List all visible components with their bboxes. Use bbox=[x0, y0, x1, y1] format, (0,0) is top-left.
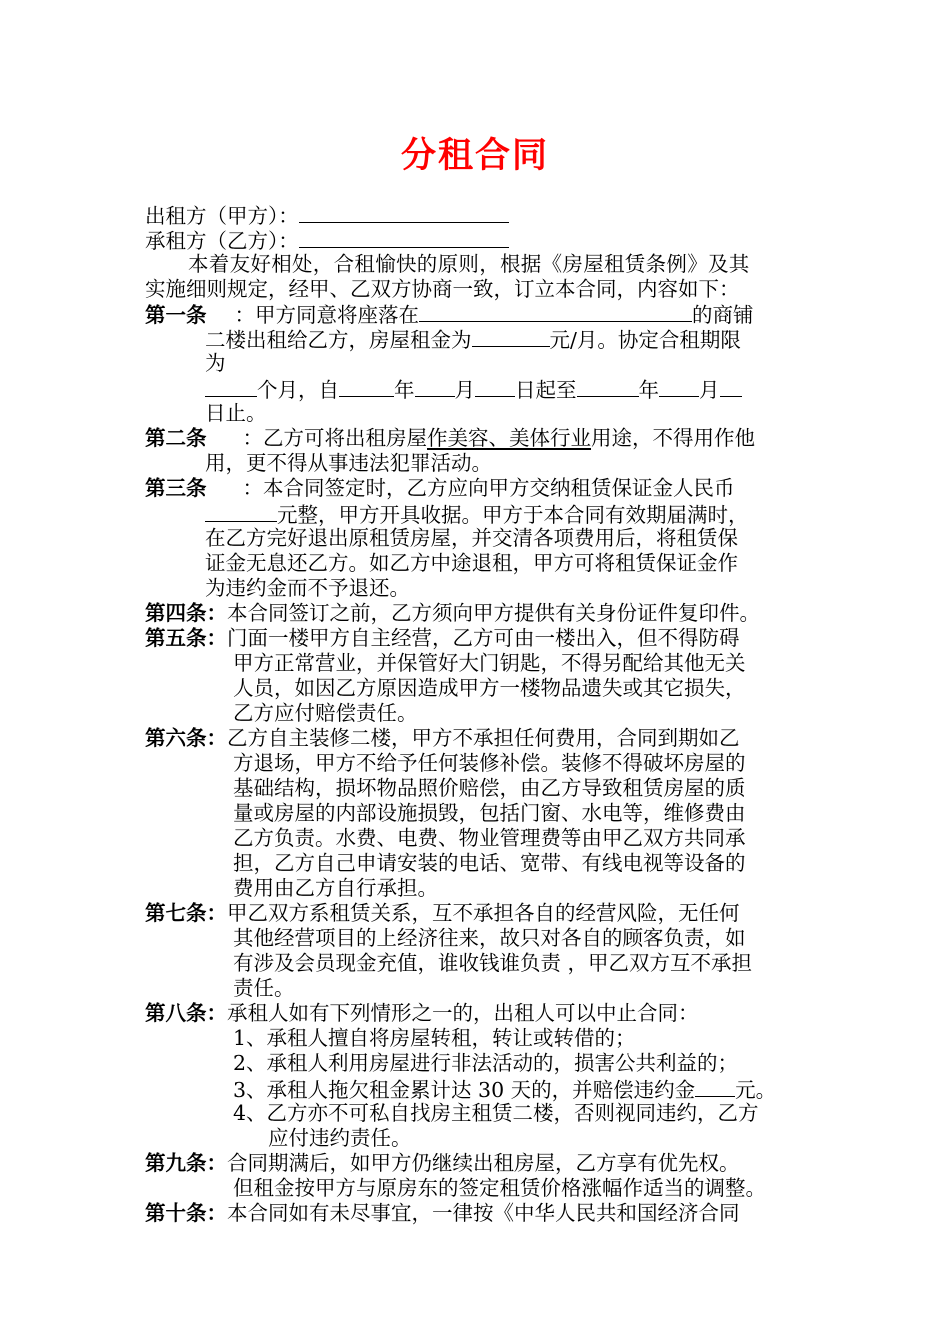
lessor-line bbox=[145, 202, 509, 229]
lessee-line bbox=[145, 227, 509, 254]
article-3-label: 第三条 bbox=[145, 476, 207, 500]
article-8-text: 承租人如有下列情形之一的，出租人可以中止合同： bbox=[227, 1001, 699, 1025]
article-3-line-4: 证金无息还乙方。如乙方中途退租，甲方可将租赁保证金作 bbox=[205, 551, 738, 575]
article-10-text: 本合同如有未尽事宜，一律按《中华人民共和国经济合同 bbox=[227, 1201, 740, 1225]
article-1-line-3: 为 bbox=[205, 351, 226, 375]
article-3-line-5: 为违约金而不予退还。 bbox=[205, 576, 410, 600]
article-8-item-3-text: 3、承租人拖欠租金累计达 30 天的，并赔偿违约金 bbox=[233, 1078, 696, 1102]
article-8-item-3 bbox=[233, 1076, 776, 1103]
article-6-line-3: 基础结构，损坏物品照价赔偿，由乙方导致租赁房屋的质 bbox=[233, 776, 746, 800]
article-3-text: ：本合同签定时，乙方应向甲方交纳租赁保证金人民币 bbox=[242, 476, 735, 500]
article-5 bbox=[145, 626, 740, 651]
article-3-line-2 bbox=[205, 501, 749, 528]
article-6-line-2: 方退场，甲方不给予任何装修补偿。装修不得破坏房屋的 bbox=[233, 751, 746, 775]
article-1-line-2a: 二楼出租给乙方，房屋租金为 bbox=[205, 328, 472, 352]
article-2-label: 第二条 bbox=[145, 426, 207, 450]
article-6-line-6: 担，乙方自己申请安装的电话、宽带、有线电视等设备的 bbox=[233, 851, 746, 875]
deposit-blank bbox=[205, 501, 277, 522]
article-6-line-5: 乙方负责。水费、电费、物业管理费等由甲乙双方共同承 bbox=[233, 826, 746, 850]
location-blank bbox=[419, 301, 692, 322]
article-8-item-2: 2、承租人利用房屋进行非法活动的，损害公共利益的； bbox=[233, 1051, 739, 1075]
article-5-label: 第五条： bbox=[145, 626, 227, 650]
lessee-label: 承租方（乙方）： bbox=[145, 229, 299, 253]
article-8-label: 第八条： bbox=[145, 1001, 227, 1025]
article-1-line-2 bbox=[205, 326, 741, 353]
article-5-line-3: 人员，如因乙方原因造成甲方一楼物品遗失或其它损失， bbox=[233, 676, 746, 700]
article-9-label: 第九条： bbox=[145, 1151, 227, 1175]
article-1-line-4f: 月 bbox=[699, 378, 720, 402]
article-9 bbox=[145, 1151, 740, 1176]
article-7-line-4: 责任。 bbox=[233, 976, 295, 1000]
article-1-text: ：甲方同意将座落在 bbox=[234, 303, 419, 327]
article-2-text: ：乙方可将出租房屋 bbox=[242, 426, 427, 450]
article-6-label: 第六条： bbox=[145, 726, 227, 750]
lessor-label: 出租方（甲方）： bbox=[145, 204, 299, 228]
article-9-text: 合同期满后，如甲方仍继续出租房屋，乙方享有优先权。 bbox=[227, 1151, 740, 1175]
article-8 bbox=[145, 1001, 699, 1026]
article-6-line-7: 费用由乙方自行承担。 bbox=[233, 876, 438, 900]
lessor-blank bbox=[299, 202, 509, 223]
preamble-line-1: 本着友好相处，合租愉快的原则，根据《房屋租赁条例》及其 bbox=[188, 252, 750, 276]
article-10-label: 第十条： bbox=[145, 1201, 227, 1225]
article-1-line-4c: 月 bbox=[454, 378, 475, 402]
article-2-line-2: 用，更不得从事违法犯罪活动。 bbox=[205, 451, 492, 475]
article-2 bbox=[145, 426, 755, 451]
article-1-line-2b: 元/月。协定合租期限 bbox=[549, 328, 741, 352]
article-1-label: 第一条 bbox=[145, 303, 207, 327]
article-3 bbox=[145, 476, 735, 501]
article-3-line-2-text: 元整，甲方开具收据。甲方于本合同有效期届满时， bbox=[277, 503, 749, 527]
article-2-text-b: 用途，不得用作他 bbox=[591, 426, 755, 450]
article-3-line-3: 在乙方完好退出原租赁房屋，并交清各项费用后，将租赁保 bbox=[205, 526, 738, 550]
article-4 bbox=[145, 601, 760, 626]
document-title: 分租合同 bbox=[400, 135, 549, 176]
article-1 bbox=[145, 301, 754, 328]
article-6 bbox=[145, 726, 740, 751]
article-4-text: 本合同签订之前，乙方须向甲方提供有关身份证件复印件。 bbox=[227, 601, 760, 625]
article-1-line-4b: 年 bbox=[394, 378, 415, 402]
article-5-line-4: 乙方应付赔偿责任。 bbox=[233, 701, 418, 725]
preamble-line-2: 实施细则规定，经甲、乙双方协商一致，订立本合同，内容如下： bbox=[145, 277, 740, 301]
start-day-blank bbox=[475, 376, 515, 397]
article-1-text-b: 的商铺 bbox=[692, 303, 754, 327]
lessee-blank bbox=[299, 227, 509, 248]
article-1-line-5: 日止。 bbox=[205, 401, 267, 425]
article-1-line-4e: 年 bbox=[638, 378, 659, 402]
article-7-text: 甲乙双方系租赁关系，互不承担各自的经营风险，无任何 bbox=[227, 901, 740, 925]
article-8-item-4: 4、乙方亦不可私自找房主租赁二楼，否则视同违约，乙方 bbox=[233, 1101, 759, 1125]
end-day-blank bbox=[720, 376, 742, 397]
start-year-blank bbox=[339, 376, 394, 397]
article-7-line-3: 有涉及会员现金充值，谁收钱谁负责 ，甲乙双方互不承担 bbox=[233, 951, 753, 975]
article-6-text: 乙方自主装修二楼，甲方不承担任何费用，合同到期如乙 bbox=[227, 726, 740, 750]
start-month-blank bbox=[415, 376, 455, 397]
article-1-line-4d: 日起至 bbox=[515, 378, 577, 402]
article-8-item-4-line-2: 应付违约责任。 bbox=[268, 1126, 412, 1150]
article-6-line-4: 量或房屋的内部设施损毁，包括门窗、水电等，维修费由 bbox=[233, 801, 746, 825]
article-7-label: 第七条： bbox=[145, 901, 227, 925]
end-year-blank bbox=[577, 376, 639, 397]
article-8-item-3-unit: 元。 bbox=[735, 1078, 777, 1102]
article-9-line-2: 但租金按甲方与原房东的签定租赁价格涨幅作适当的调整。 bbox=[233, 1176, 766, 1200]
article-4-label: 第四条： bbox=[145, 601, 227, 625]
months-blank bbox=[205, 376, 257, 397]
article-5-line-2: 甲方正常营业，并保管好大门钥匙，不得另配给其他无关 bbox=[233, 651, 746, 675]
end-month-blank bbox=[659, 376, 699, 397]
penalty-blank bbox=[695, 1076, 735, 1097]
article-8-item-1: 1、承租人擅自将房屋转租，转让或转借的； bbox=[233, 1026, 636, 1050]
rent-blank bbox=[472, 326, 550, 347]
article-2-usage: 作美容、美体行业 bbox=[427, 426, 591, 450]
article-7 bbox=[145, 901, 740, 926]
article-1-line-4 bbox=[205, 376, 742, 403]
article-5-text: 门面一楼甲方自主经营，乙方可由一楼出入，但不得防碍 bbox=[227, 626, 740, 650]
article-7-line-2: 其他经营项目的上经济往来，故只对各自的顾客负责，如 bbox=[233, 926, 746, 950]
article-10 bbox=[145, 1201, 740, 1226]
article-1-line-4a: 个月，自 bbox=[257, 378, 339, 402]
